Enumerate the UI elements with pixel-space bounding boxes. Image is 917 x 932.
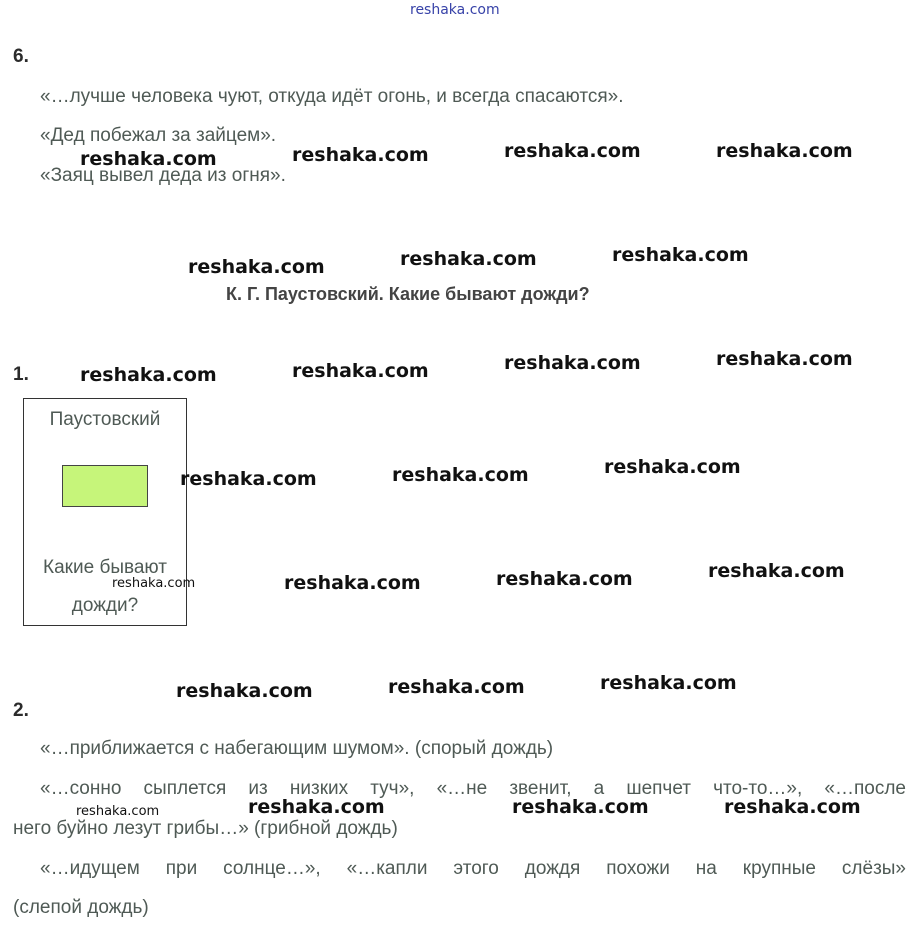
task-1-number: 1. xyxy=(13,364,29,385)
watermark: reshaka.com xyxy=(600,672,737,694)
task-2-number: 2. xyxy=(13,700,29,721)
watermark: reshaka.com xyxy=(248,796,385,818)
watermark: reshaka.com xyxy=(176,680,313,702)
task-6-line-3: «Заяц вывел деда из огня». xyxy=(40,165,286,186)
watermark: reshaka.com xyxy=(80,148,217,170)
watermark: reshaka.com xyxy=(724,796,861,818)
watermark: reshaka.com xyxy=(76,804,160,819)
watermark: reshaka.com xyxy=(512,796,649,818)
task-2-line-4: «…идущем при солнце…», «…капли этого дождя похожи на крупные слёзы» xyxy=(40,858,906,879)
watermark: reshaka.com xyxy=(188,256,325,278)
watermark: reshaka.com xyxy=(716,140,853,162)
site-link[interactable]: reshaka.com xyxy=(410,2,500,18)
task-6-number: 6. xyxy=(13,46,29,67)
watermark: reshaka.com xyxy=(292,360,429,382)
task-2-line-5: (слепой дождь) xyxy=(13,897,149,918)
task-6-line-2: «Дед побежал за зайцем». xyxy=(40,125,277,146)
watermark: reshaka.com xyxy=(284,572,421,594)
task-2-line-2: «…сонно сыплется из низких туч», «…не звенит, а шепчет что-то…», «…после xyxy=(40,778,906,799)
watermark: reshaka.com xyxy=(716,348,853,370)
watermark: reshaka.com xyxy=(604,456,741,478)
watermark: reshaka.com xyxy=(708,560,845,582)
task-2-line-3: него буйно лезут грибы…» (грибной дождь) xyxy=(13,818,398,839)
watermark: reshaka.com xyxy=(496,568,633,590)
watermark: reshaka.com xyxy=(80,364,217,386)
watermark: reshaka.com xyxy=(292,144,429,166)
section-title: К. Г. Паустовский. Какие бывают дожди? xyxy=(226,284,590,304)
book-cover-model xyxy=(23,398,187,626)
watermark: reshaka.com xyxy=(112,576,196,591)
task-6-line-1: «…лучше человека чуют, откуда идёт огонь, и всегда спасаются». xyxy=(40,86,624,107)
watermark: reshaka.com xyxy=(504,352,641,374)
watermark: reshaka.com xyxy=(612,244,749,266)
watermark: reshaka.com xyxy=(180,468,317,490)
book-cover-rectangle xyxy=(62,465,148,507)
watermark: reshaka.com xyxy=(388,676,525,698)
watermark: reshaka.com xyxy=(392,464,529,486)
book-title: Какие бывают дожди? xyxy=(43,557,167,616)
book-author: Паустовский xyxy=(49,409,161,430)
watermark: reshaka.com xyxy=(504,140,641,162)
watermark: reshaka.com xyxy=(400,248,537,270)
task-2-line-1: «…приближается с набегающим шумом». (спорый дождь) xyxy=(40,738,554,759)
